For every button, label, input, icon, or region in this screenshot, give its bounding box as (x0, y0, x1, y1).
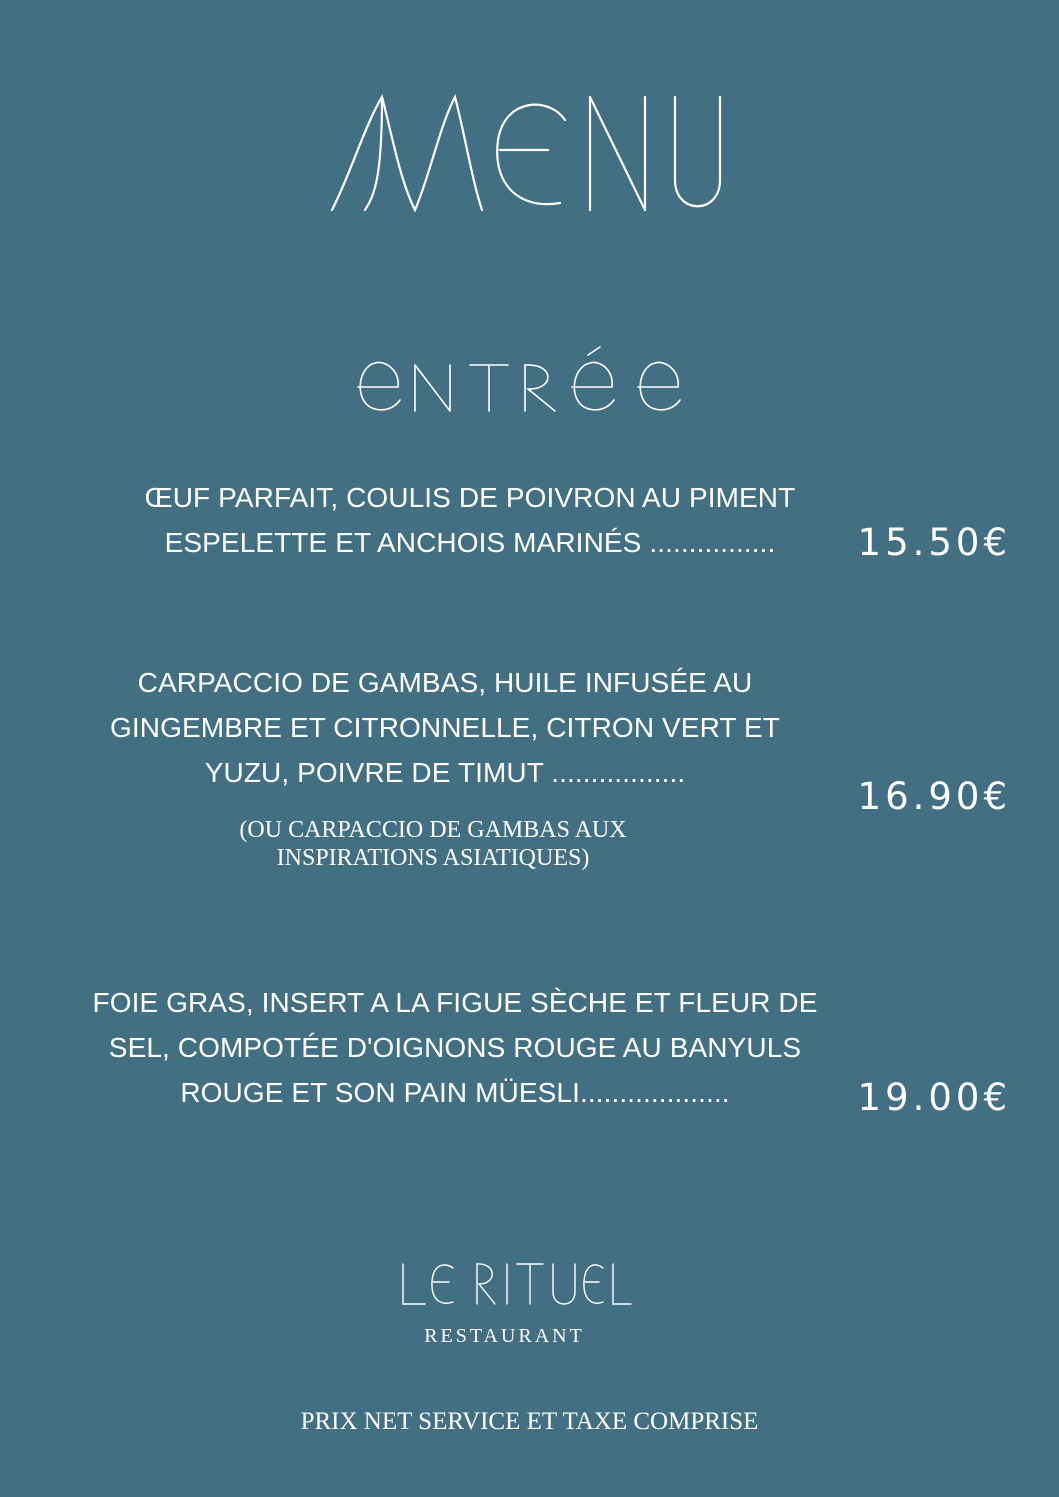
menu-title (320, 85, 740, 220)
note-line: INSPIRATIONS ASIATIQUES) (276, 845, 590, 871)
dish-1-description (60, 475, 880, 565)
brand-logo (395, 1258, 635, 1310)
dish-1-price: 15.50€ (857, 521, 1011, 564)
dish-3-description (45, 980, 865, 1115)
dish-2-price: 16.90€ (857, 775, 1011, 818)
dish-2-description (35, 660, 855, 795)
dish-line: FOIE GRAS, INSERT A LA FIGUE SÈCHE ET FLEUR DE (92, 987, 818, 1018)
brand-subtitle: RESTAURANT (424, 1325, 585, 1347)
price-notice: PRIX NET SERVICE ET TAXE COMPRISE (300, 1408, 759, 1435)
dish-line: GINGEMBRE ET CITRONNELLE, CITRON VERT ET (110, 712, 780, 743)
note-line: (OU CARPACCIO DE GAMBAS AUX (239, 817, 627, 843)
dish-line: ROUGE ET SON PAIN MÜESLI................... (180, 1077, 730, 1108)
dish-line: ESPELETTE ET ANCHOIS MARINÉS ................ (164, 527, 776, 558)
section-title-entree (350, 345, 710, 420)
dish-2-note (33, 816, 833, 872)
dish-line: SEL, COMPOTÉE D'OIGNONS ROUGE AU BANYULS (108, 1032, 802, 1063)
dish-line: CARPACCIO DE GAMBAS, HUILE INFUSÉE AU (137, 667, 753, 698)
dish-3-price: 19.00€ (857, 1076, 1011, 1119)
dish-line: ŒUF PARFAIT, COULIS DE POIVRON AU PIMENT (144, 482, 796, 513)
dish-line: YUZU, POIVRE DE TIMUT ................. (204, 757, 686, 788)
